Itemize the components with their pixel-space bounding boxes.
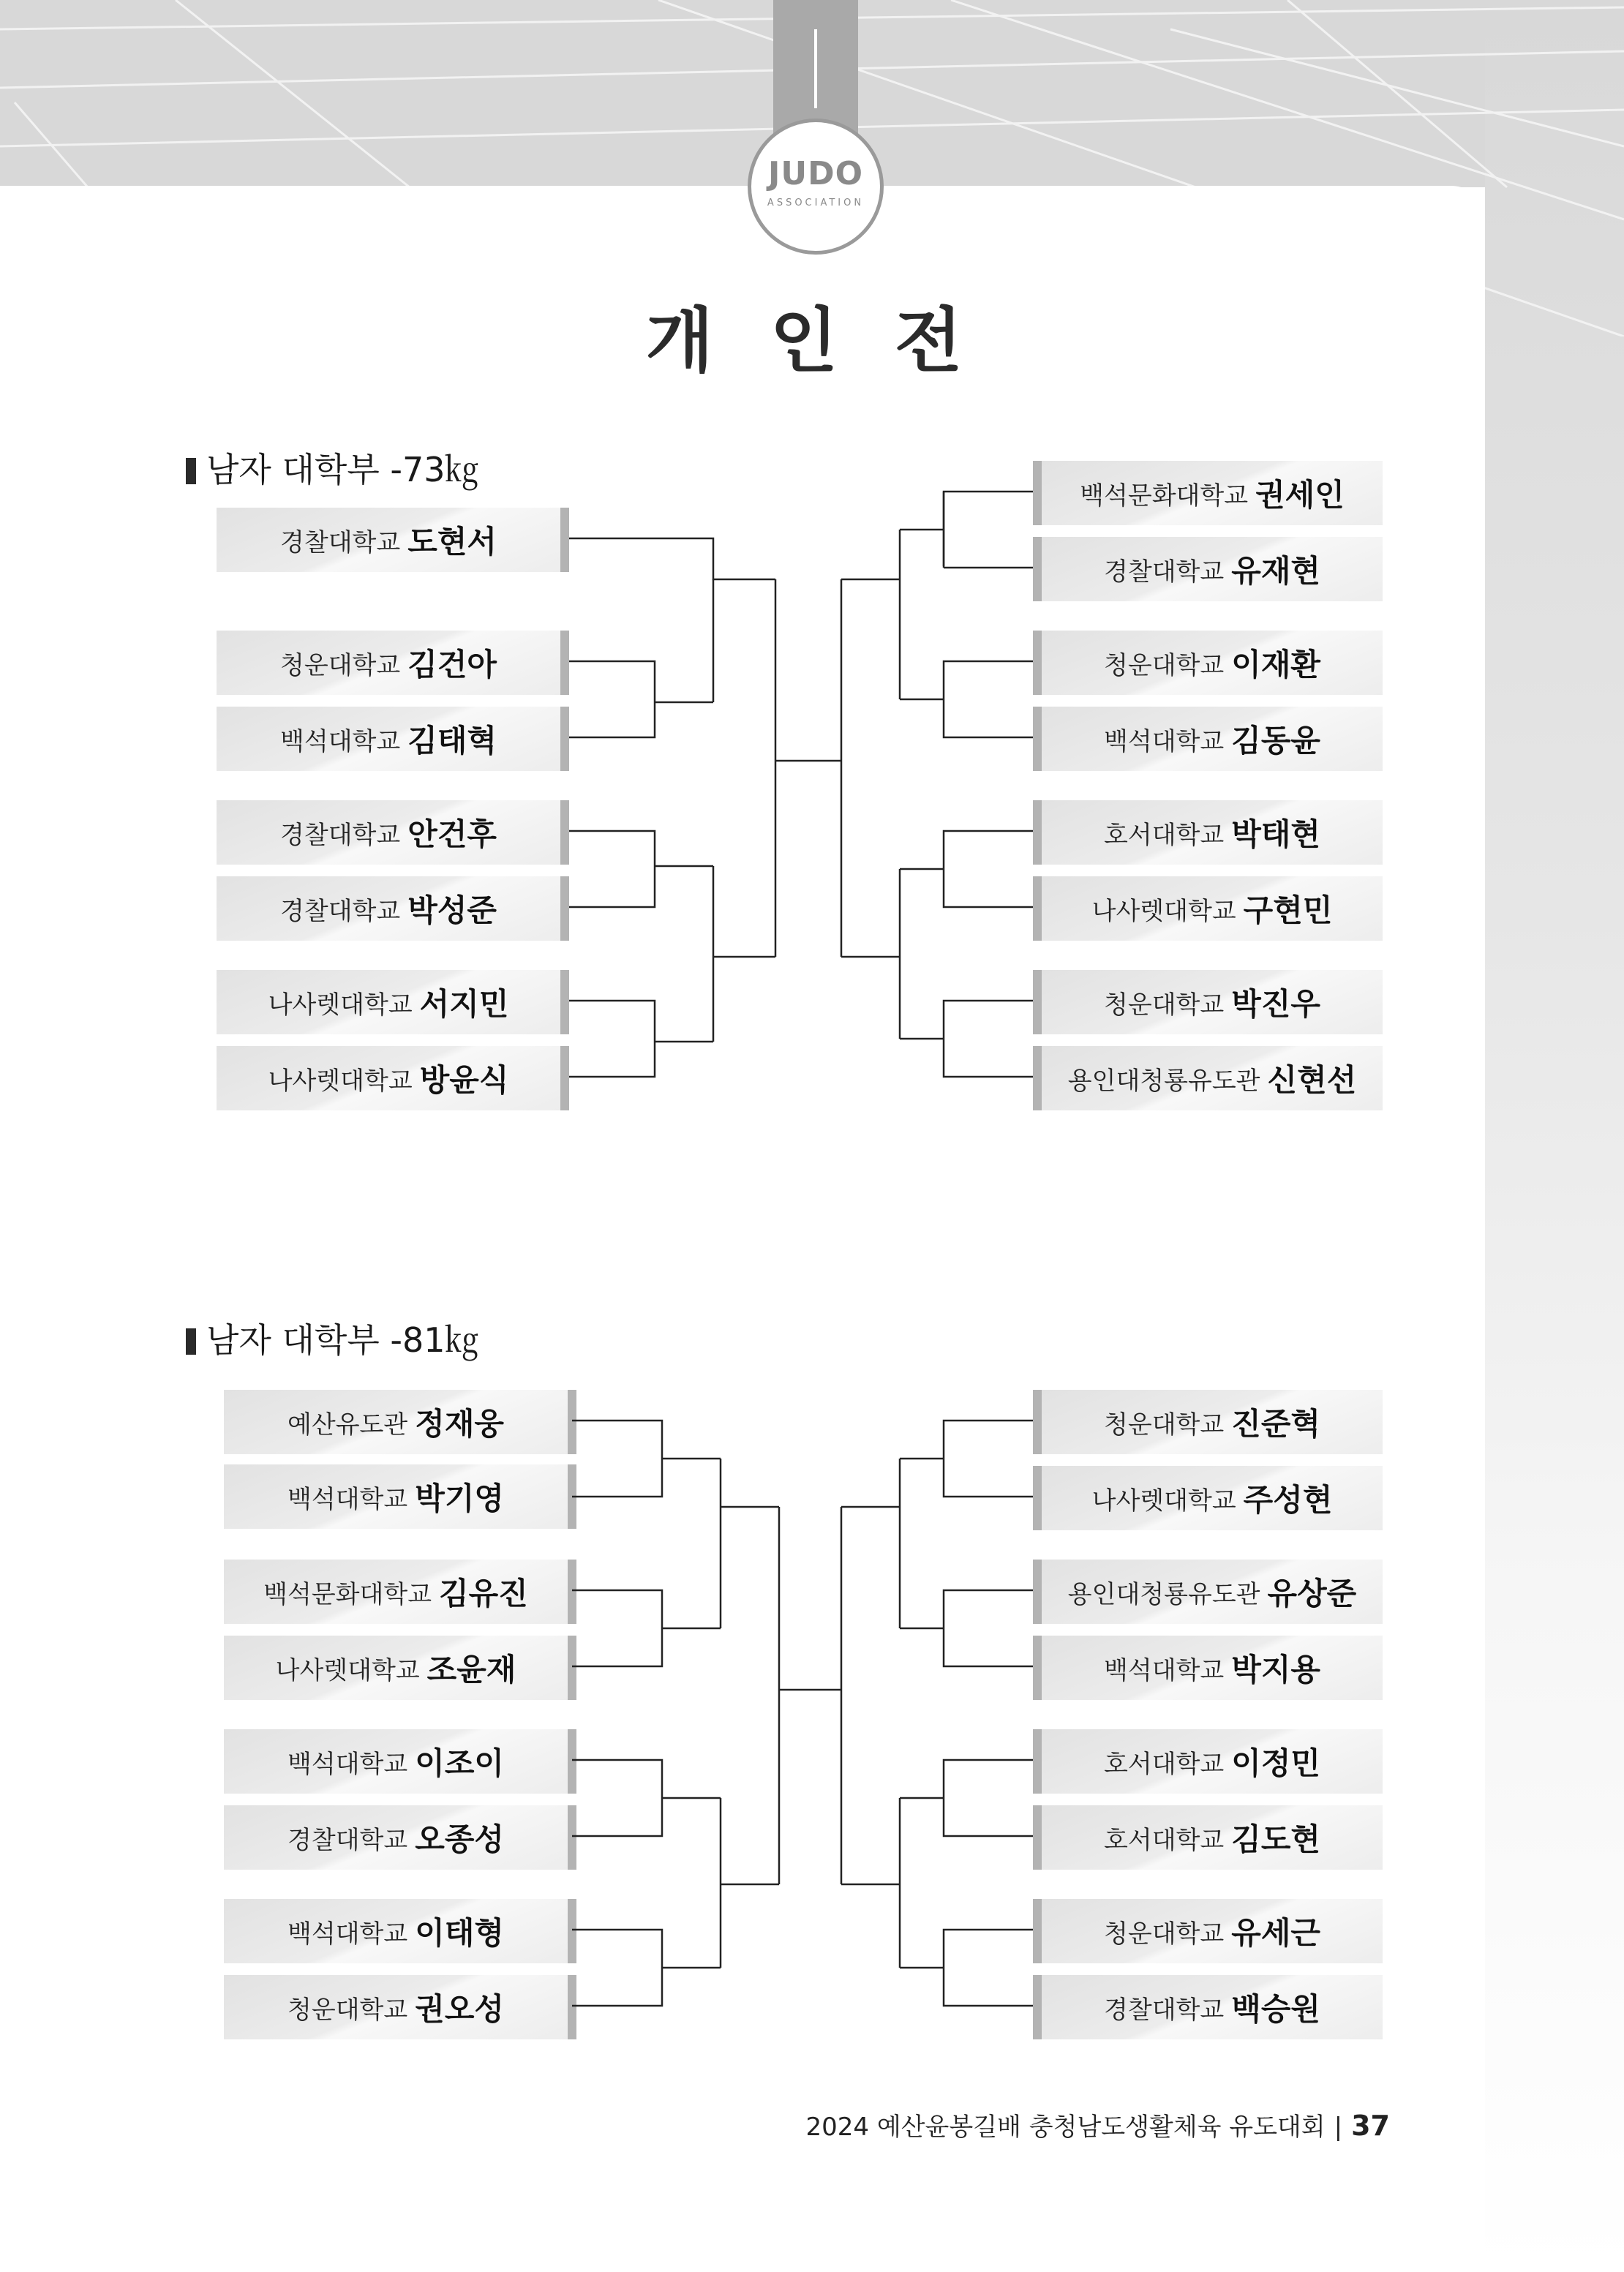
entry-name: 백승원 — [1231, 1991, 1320, 2027]
entry-school: 백석문화대학교 — [1080, 481, 1249, 511]
heading-text: 남자 대학부 -81㎏ — [206, 1320, 479, 1360]
entry-name: 김도현 — [1231, 1821, 1320, 1857]
entry-name: 신현선 — [1267, 1062, 1357, 1098]
entry-name: 이태형 — [415, 1915, 504, 1951]
entry-name: 김동윤 — [1231, 723, 1320, 759]
entry-school: 예산유도관 — [287, 1410, 408, 1440]
entry-name: 구현민 — [1243, 892, 1333, 928]
entry-name: 박진우 — [1231, 986, 1320, 1022]
entry-school: 청운대학교 — [1104, 990, 1225, 1020]
entry-name: 권오성 — [415, 1991, 504, 2027]
entry-school: 청운대학교 — [287, 1995, 408, 2025]
entry-school: 청운대학교 — [280, 650, 401, 680]
entry-name: 유재현 — [1231, 553, 1320, 589]
entry-school: 나사렛대학교 — [268, 990, 413, 1020]
entry-school: 용인대청룡유도관 — [1067, 1066, 1260, 1096]
entry-school: 경찰대학교 — [1104, 557, 1225, 587]
entry-school: 경찰대학교 — [1104, 1995, 1225, 2025]
entry-name: 이조이 — [415, 1745, 504, 1781]
entry-name: 김건아 — [407, 647, 497, 682]
entry-school: 나사렛대학교 — [275, 1655, 420, 1685]
entry-school: 청운대학교 — [1104, 650, 1225, 680]
entry-school: 백석대학교 — [280, 726, 401, 756]
entry-school: 나사렛대학교 — [1091, 1486, 1236, 1516]
entry-school: 백석대학교 — [287, 1749, 408, 1779]
entry-name: 김태혁 — [407, 723, 497, 759]
entry-school: 백석대학교 — [1104, 1655, 1225, 1685]
entry-school: 청운대학교 — [1104, 1919, 1225, 1949]
entry-name: 유세근 — [1231, 1915, 1320, 1951]
entry-school: 경찰대학교 — [287, 1825, 408, 1855]
footer-event: 2024 예산윤봉길배 충청남도생활체육 유도대회 — [805, 2113, 1326, 2142]
entry-name: 도현서 — [407, 524, 497, 560]
entry-name: 권세인 — [1255, 477, 1345, 513]
entry-school: 호서대학교 — [1104, 820, 1225, 850]
entry-school: 호서대학교 — [1104, 1749, 1225, 1779]
logo-subtext: ASSOCIATION — [767, 198, 865, 208]
entry-school: 백석대학교 — [287, 1919, 408, 1949]
entry-name: 주성현 — [1243, 1482, 1333, 1518]
entry-school: 경찰대학교 — [280, 527, 401, 557]
entry-name: 진준혁 — [1231, 1406, 1320, 1442]
entry-name: 이정민 — [1231, 1745, 1320, 1781]
entry-name: 박지용 — [1231, 1652, 1320, 1688]
entry-name: 박성준 — [407, 892, 497, 928]
heading-text: 남자 대학부 -73㎏ — [206, 450, 479, 489]
entry-name: 박태현 — [1231, 816, 1320, 852]
entry-name: 정재웅 — [415, 1406, 504, 1442]
page-title: 개 인 전 — [645, 300, 979, 382]
entry-school: 백석대학교 — [287, 1484, 408, 1514]
entry-name: 조윤재 — [426, 1652, 516, 1688]
entry-school: 나사렛대학교 — [268, 1066, 413, 1096]
entry-school: 나사렛대학교 — [1091, 896, 1236, 926]
entry-name: 방윤식 — [419, 1062, 509, 1098]
entry-school: 청운대학교 — [1104, 1410, 1225, 1440]
entry-name: 이재환 — [1231, 647, 1320, 682]
entry-name: 서지민 — [419, 986, 509, 1022]
entry-school: 경찰대학교 — [280, 896, 401, 926]
entry-school: 용인대청룡유도관 — [1067, 1579, 1260, 1609]
entry-name: 안건후 — [407, 816, 497, 852]
entry-school: 백석대학교 — [1104, 726, 1225, 756]
entry-name: 김유진 — [439, 1576, 528, 1611]
entry-name: 유상준 — [1267, 1576, 1357, 1611]
page-number: 37 — [1351, 2110, 1390, 2142]
entry-school: 경찰대학교 — [280, 820, 401, 850]
entry-school: 호서대학교 — [1104, 1825, 1225, 1855]
entry-school: 백석문화대학교 — [263, 1579, 432, 1609]
entry-name: 오종성 — [415, 1821, 504, 1857]
logo-text: JUDO — [767, 155, 864, 192]
entry-name: 박기영 — [415, 1481, 504, 1516]
footer — [805, 2107, 1390, 2143]
footer-separator: | — [1334, 2113, 1343, 2142]
